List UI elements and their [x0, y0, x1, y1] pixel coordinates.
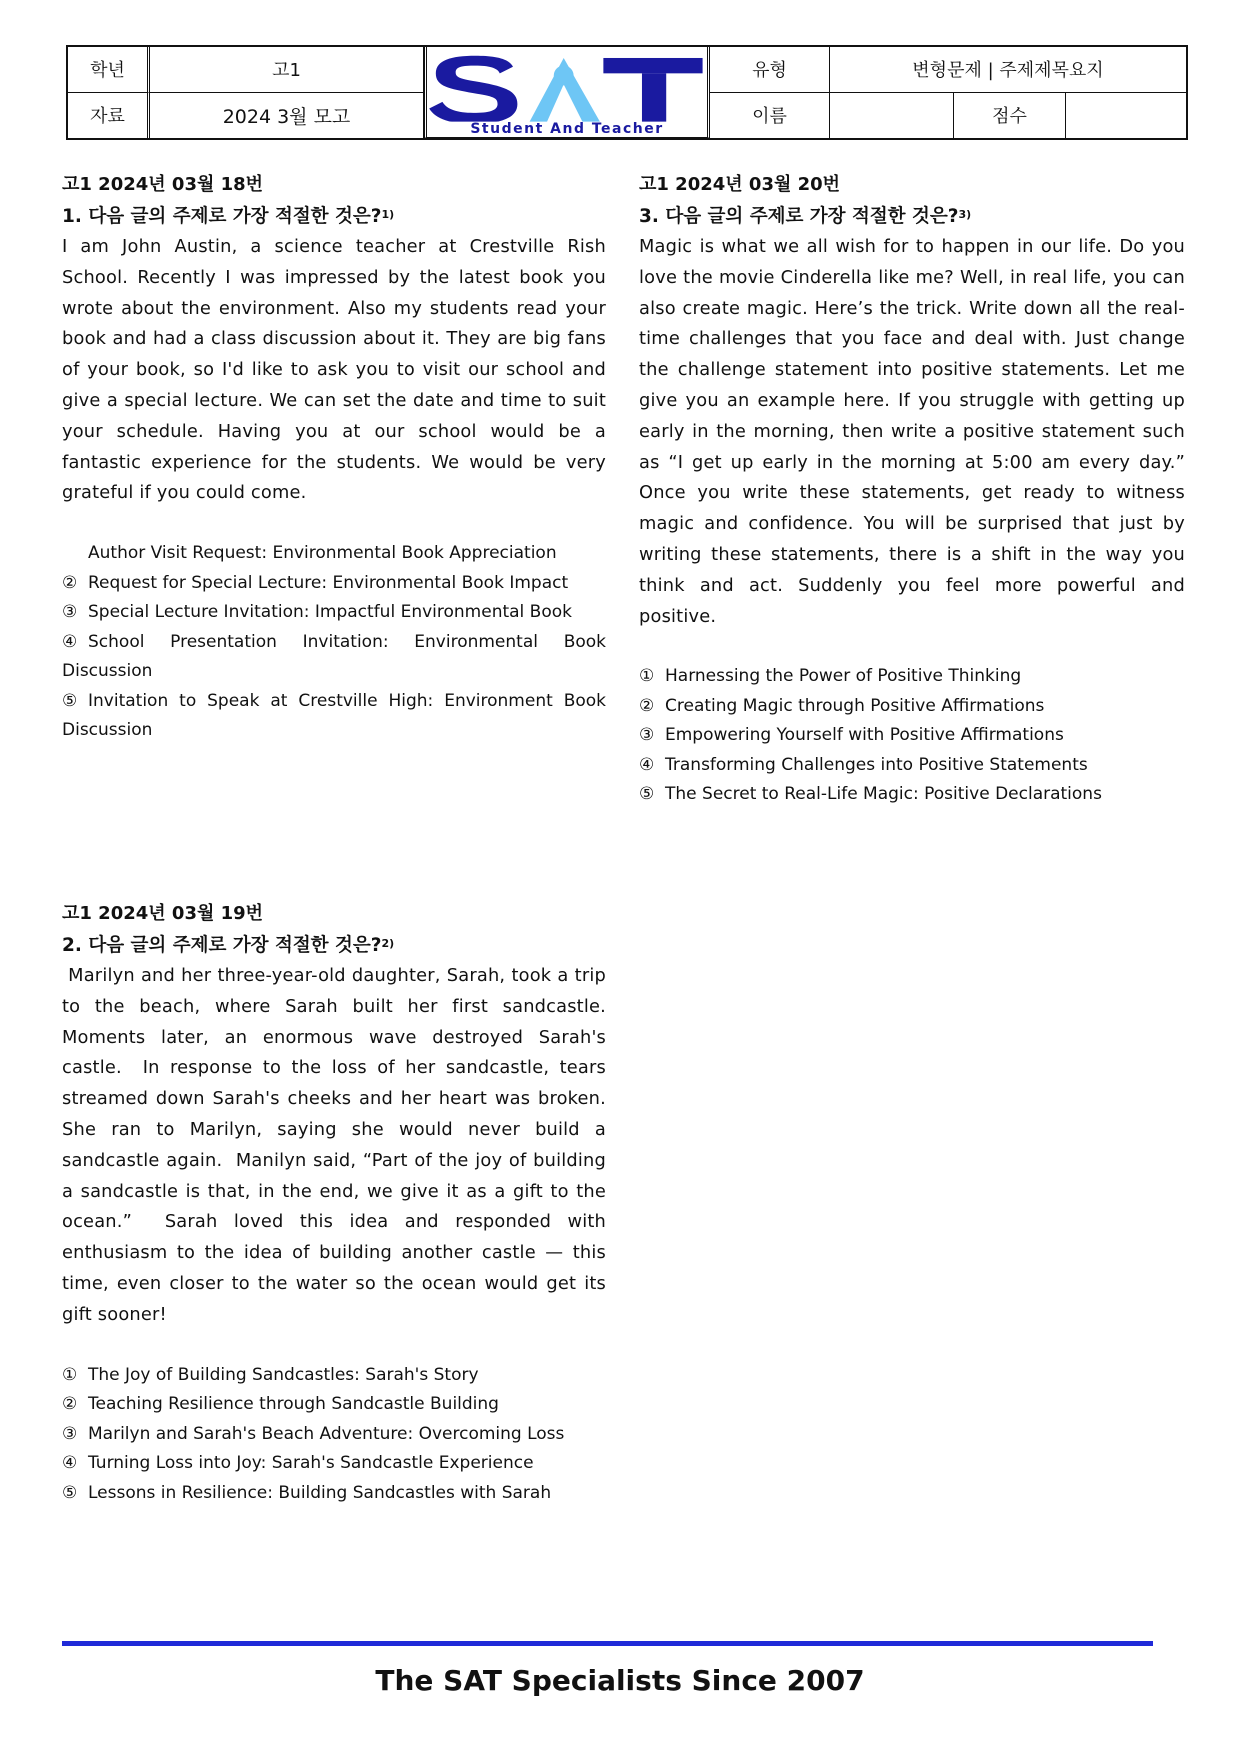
source-label: 자료 — [68, 93, 150, 139]
header-table — [66, 45, 1188, 140]
name-label: 이름 — [710, 93, 830, 139]
sat-logo — [424, 47, 710, 138]
question-source: 고1 2024년 03월 20번 — [639, 174, 841, 195]
source-value: 2024 3월 모고 — [150, 93, 424, 139]
logo-subtitle: Student And Teacher — [470, 121, 664, 137]
footnote-mark: 1) — [381, 208, 395, 221]
grade-label: 학년 — [68, 47, 150, 93]
question-stem: 2. 다음 글의 주제로 가장 적절한 것은?$^{2)}$ — [62, 935, 395, 956]
answer-option-2[interactable]: ② Request for Special Lecture: Environmental Book Impact — [62, 572, 569, 593]
question-source: 고1 2024년 03월 19번 — [62, 903, 264, 924]
answer-option-4[interactable]: ④ School Presentation Invitation: Environmental Book Discussion — [62, 631, 606, 682]
question-source: 고1 2024년 03월 18번 — [62, 174, 264, 195]
answer-option-3[interactable]: ③ Empowering Yourself with Positive Affirmations — [639, 725, 1064, 746]
question-2 — [62, 899, 618, 1508]
question-passage: Magic is what we all wish for to happen in our life. Do you love the movie Cinderella like me? Well, in real life, you can also create magic. Here’s the trick. Write down all the real-time challenges that you face and deal with. Just change the challenge statement into positive statements. Let me give you an example here. If you struggle with getting up early in the morning, then write a positive statement such as “I get up early in the morning at 5:00 am every day.” Once you write these statements, get ready to witness magic and confidence. You will be surprised that just by writing these statements, there is a shift in the way you think and act. Suddenly you feel more powerful and positive. — [639, 236, 1185, 627]
footnote-mark: 2) — [381, 937, 395, 950]
answer-options — [639, 662, 1185, 810]
question-stem: 1. 다음 글의 주제로 가장 적절한 것은?$^{1)}$ — [62, 206, 395, 227]
question-stem: 3. 다음 글의 주제로 가장 적절한 것은?$^{3)}$ — [639, 206, 972, 227]
answer-option-5[interactable]: ⑤ Invitation to Speak at Crestville High: Environment Book Discussion — [62, 690, 606, 741]
answer-options — [62, 539, 606, 746]
answer-option-2[interactable]: ② Teaching Resilience through Sandcastle Building — [62, 1394, 499, 1415]
score-label: 점수 — [954, 93, 1066, 139]
footnote-mark: 3) — [958, 208, 972, 221]
answer-option-4[interactable]: ④ Transforming Challenges into Positive Statements — [639, 754, 1088, 775]
answer-option-1[interactable]: Author Visit Request: Environmental Book Appreciation — [88, 543, 557, 564]
score-field[interactable] — [1066, 93, 1186, 139]
footer-tagline: The SAT Specialists Since 2007 — [375, 1664, 865, 1697]
answer-option-1[interactable]: ① The Joy of Building Sandcastles: Sarah's Story — [62, 1364, 479, 1385]
footer-divider — [62, 1641, 1153, 1646]
question-3 — [639, 170, 1185, 810]
answer-option-5[interactable]: ⑤ The Secret to Real-Life Magic: Positive Declarations — [639, 784, 1102, 805]
question-1 — [62, 170, 606, 746]
grade-value: 고1 — [150, 47, 424, 93]
type-value: 변형문제 | 주제제목요지 — [830, 47, 1186, 93]
answer-option-2[interactable]: ② Creating Magic through Positive Affirmations — [639, 695, 1045, 716]
question-passage: I am John Austin, a science teacher at Crestville Rish School. Recently I was impressed by the latest book you wrote about the environment. Also my students read your book and had a class discussion about it. They are big fans of your book, so I'd like to ask you to visit our school and give a special lecture. We can set the date and time to suit your schedule. Having you at our school would be a fantastic experience for the students. We would be very grateful if you could come. — [62, 236, 606, 504]
answer-option-4[interactable]: ④ Turning Loss into Joy: Sarah's Sandcastle Experience — [62, 1453, 534, 1474]
answer-option-1[interactable]: ① Harnessing the Power of Positive Thinking — [639, 666, 1022, 687]
answer-options — [62, 1361, 606, 1509]
answer-option-5[interactable]: ⑤ Lessons in Resilience: Building Sandcastles with Sarah — [62, 1482, 552, 1503]
type-label: 유형 — [710, 47, 830, 93]
question-passage: Marilyn and her three-year-old daughter, Sarah, took a trip to the beach, where Sarah built her first sandcastle. Moments later, an enormous wave destroyed Sarah's castle. In response to the loss of her sandcastle, tears streamed down Sarah's cheeks and her heart was broken. She ran to Marilyn, saying she would never build a sandcastle again. Manilyn said, “Part of the joy of building a sandcastle is that, in the end, we give it as a gift to the ocean.” Sarah loved this idea and responded with enthusiasm to the idea of building another castle — this time, even closer to the water so the ocean would get its gift sooner! — [62, 965, 618, 1325]
answer-option-3[interactable]: ③ Special Lecture Invitation: Impactful Environmental Book — [62, 602, 572, 623]
answer-option-3[interactable]: ③ Marilyn and Sarah's Beach Adventure: Overcoming Loss — [62, 1423, 565, 1444]
name-field[interactable] — [830, 93, 954, 139]
